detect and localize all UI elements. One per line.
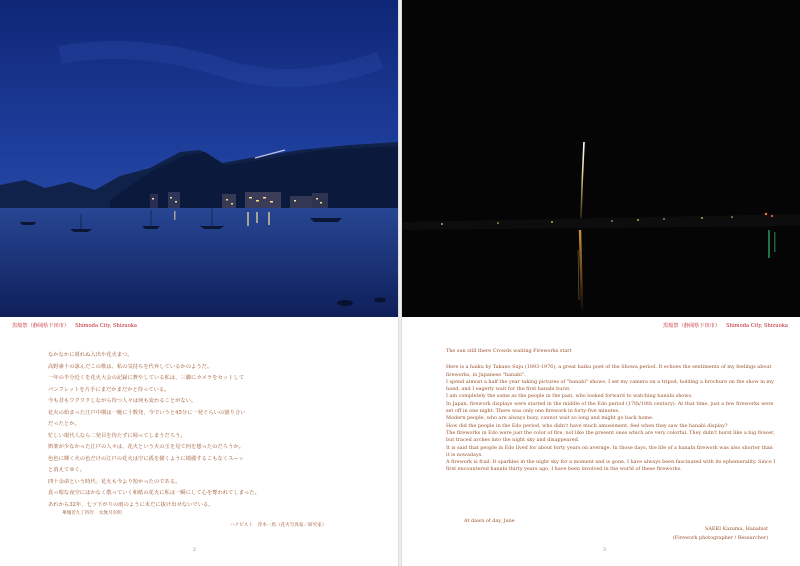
caption-jp: 黒船祭（静岡県下田市） xyxy=(12,323,70,329)
en-paragraph: Here is a haiku by Takano Suju (1893-1976), a great haiku poet of the Showa period. It echoes the sentiments of my feelings about fireworks, in Japanese "hanabi". xyxy=(446,364,772,378)
jp-paragraph: 娯楽が少なかった江戸の人々は、花火という火の玉を見て何を想ったのだろうか。 xyxy=(48,444,244,450)
jp-paragraph: 一年の半分近くを花火大会の記録に費やしている私は、三脚にカメラをセットして xyxy=(48,375,244,381)
signature-name: SAEKI Kazuma, Hanabist xyxy=(705,526,768,532)
dawn-line: At dawn of day, June xyxy=(464,518,515,524)
twilight-harbor-photo xyxy=(0,0,398,317)
jp-author-line: ハナビスト 冴木一馬（花火写真家／研究家） xyxy=(230,523,327,528)
left-photo-caption xyxy=(12,322,137,329)
jp-paragraph: 忙しい現代人なら二発目を待たずに帰ってしまうだろう。 xyxy=(48,432,186,439)
right-page xyxy=(402,0,800,566)
jp-paragraph: 今も昔もワクワクしながら待つ人々は何も変わることがない。 xyxy=(48,398,197,404)
night-fireworks-photo xyxy=(402,0,800,317)
en-paragraph: I spend almost a half the year taking pictures of "hanabi" shows. I set my camera on a tripod, holding a brochure on the show in my hand, and I eagerly wait for the first hanabi burst. xyxy=(446,378,774,393)
en-paragraph: Modern people, who are always busy, cannot wait so long and might go back home. xyxy=(446,415,654,422)
jp-paragraph: なかなかに暮れぬ入出や花火まつ。 xyxy=(48,352,133,358)
en-paragraph: The fireworks in Edo were just the color of fire, not like the present ones which are very colorful. They didn't burst like a big flower, but traced arches into the night sky and disappeared. xyxy=(446,429,775,444)
en-paragraph: How did the people in the Edo period, who didn't have much amusement, feel when they saw the hanabi display? xyxy=(446,422,728,429)
page-number-right: 3 xyxy=(603,548,606,553)
jp-paragraph: と消えてゆく。 xyxy=(48,467,85,473)
caption-en: Shimoda City, Shizuoka xyxy=(726,323,788,329)
caption-en: Shimoda City, Shizuoka xyxy=(75,323,137,329)
signature-role: (Firework photographer / Researcher) xyxy=(672,534,768,541)
jp-paragraph: 高野素十の詠んだこの歌は、私の気持ちを代弁しているかのようだ。 xyxy=(48,363,213,370)
en-paragraph: In Japan, firework displays were started in the middle of the Edo period (17th/18th century). At that time, just a few fireworks were set off in one night. There was only one firework in forty-five minutes. xyxy=(446,400,774,415)
jp-paragraph: パンフレットを片手にまだかまだかと待っている。 xyxy=(48,386,170,393)
japanese-essay xyxy=(48,350,348,511)
left-page xyxy=(0,0,398,566)
english-signature xyxy=(673,525,768,542)
en-paragraph: I am completely the same as the people in the past, who looked forward to watching hanabi shows. xyxy=(446,393,693,400)
jp-paragraph: 真っ暗な夜空にはかなく散っていく和紙の花火に私は一瞬にして心を奪われてしまった。 xyxy=(48,490,260,496)
jp-paragraph: だったとか。 xyxy=(48,421,80,427)
jp-paragraph: 色色に輝く火の色だけの江戸の花火は空に孤を描くように綺麗するこもなくスーッ xyxy=(48,455,244,462)
en-paragraph: A firework is frail. It sparkles in the night sky for a moment and is gone. I have always been fascinated with its ephemerality. Since I first encountered hanabi thirty years ago, I have been involved in the world of these fireworks. xyxy=(446,459,776,473)
jp-date-line: 華城若九丁四年 水無月有明 xyxy=(62,511,122,516)
caption-jp: 黒船祭（静岡県下田市） xyxy=(663,323,721,329)
en-paragraph: It is said that people in Edo lived for about forty years on average. In those days, the life of a hanabi firework was also shorter than it is nowadays. xyxy=(446,444,773,458)
jp-paragraph: 花火の始まった江戸中期は一晩に十数発、今でいうと45分に一発ぐらいの割り合い xyxy=(48,409,246,416)
jp-paragraph: 四十余命という時代、花火も今より短かったのである。 xyxy=(48,478,181,485)
right-photo-caption xyxy=(663,322,788,329)
jp-paragraph: あれから32年、七ツ下がりの雨のように未だに抜け出せないでいる。 xyxy=(48,501,214,508)
page-number-left: 2 xyxy=(193,548,196,553)
haiku-line: The sun still there Crowds waiting Fireworks start xyxy=(446,348,572,354)
english-essay xyxy=(446,348,776,524)
